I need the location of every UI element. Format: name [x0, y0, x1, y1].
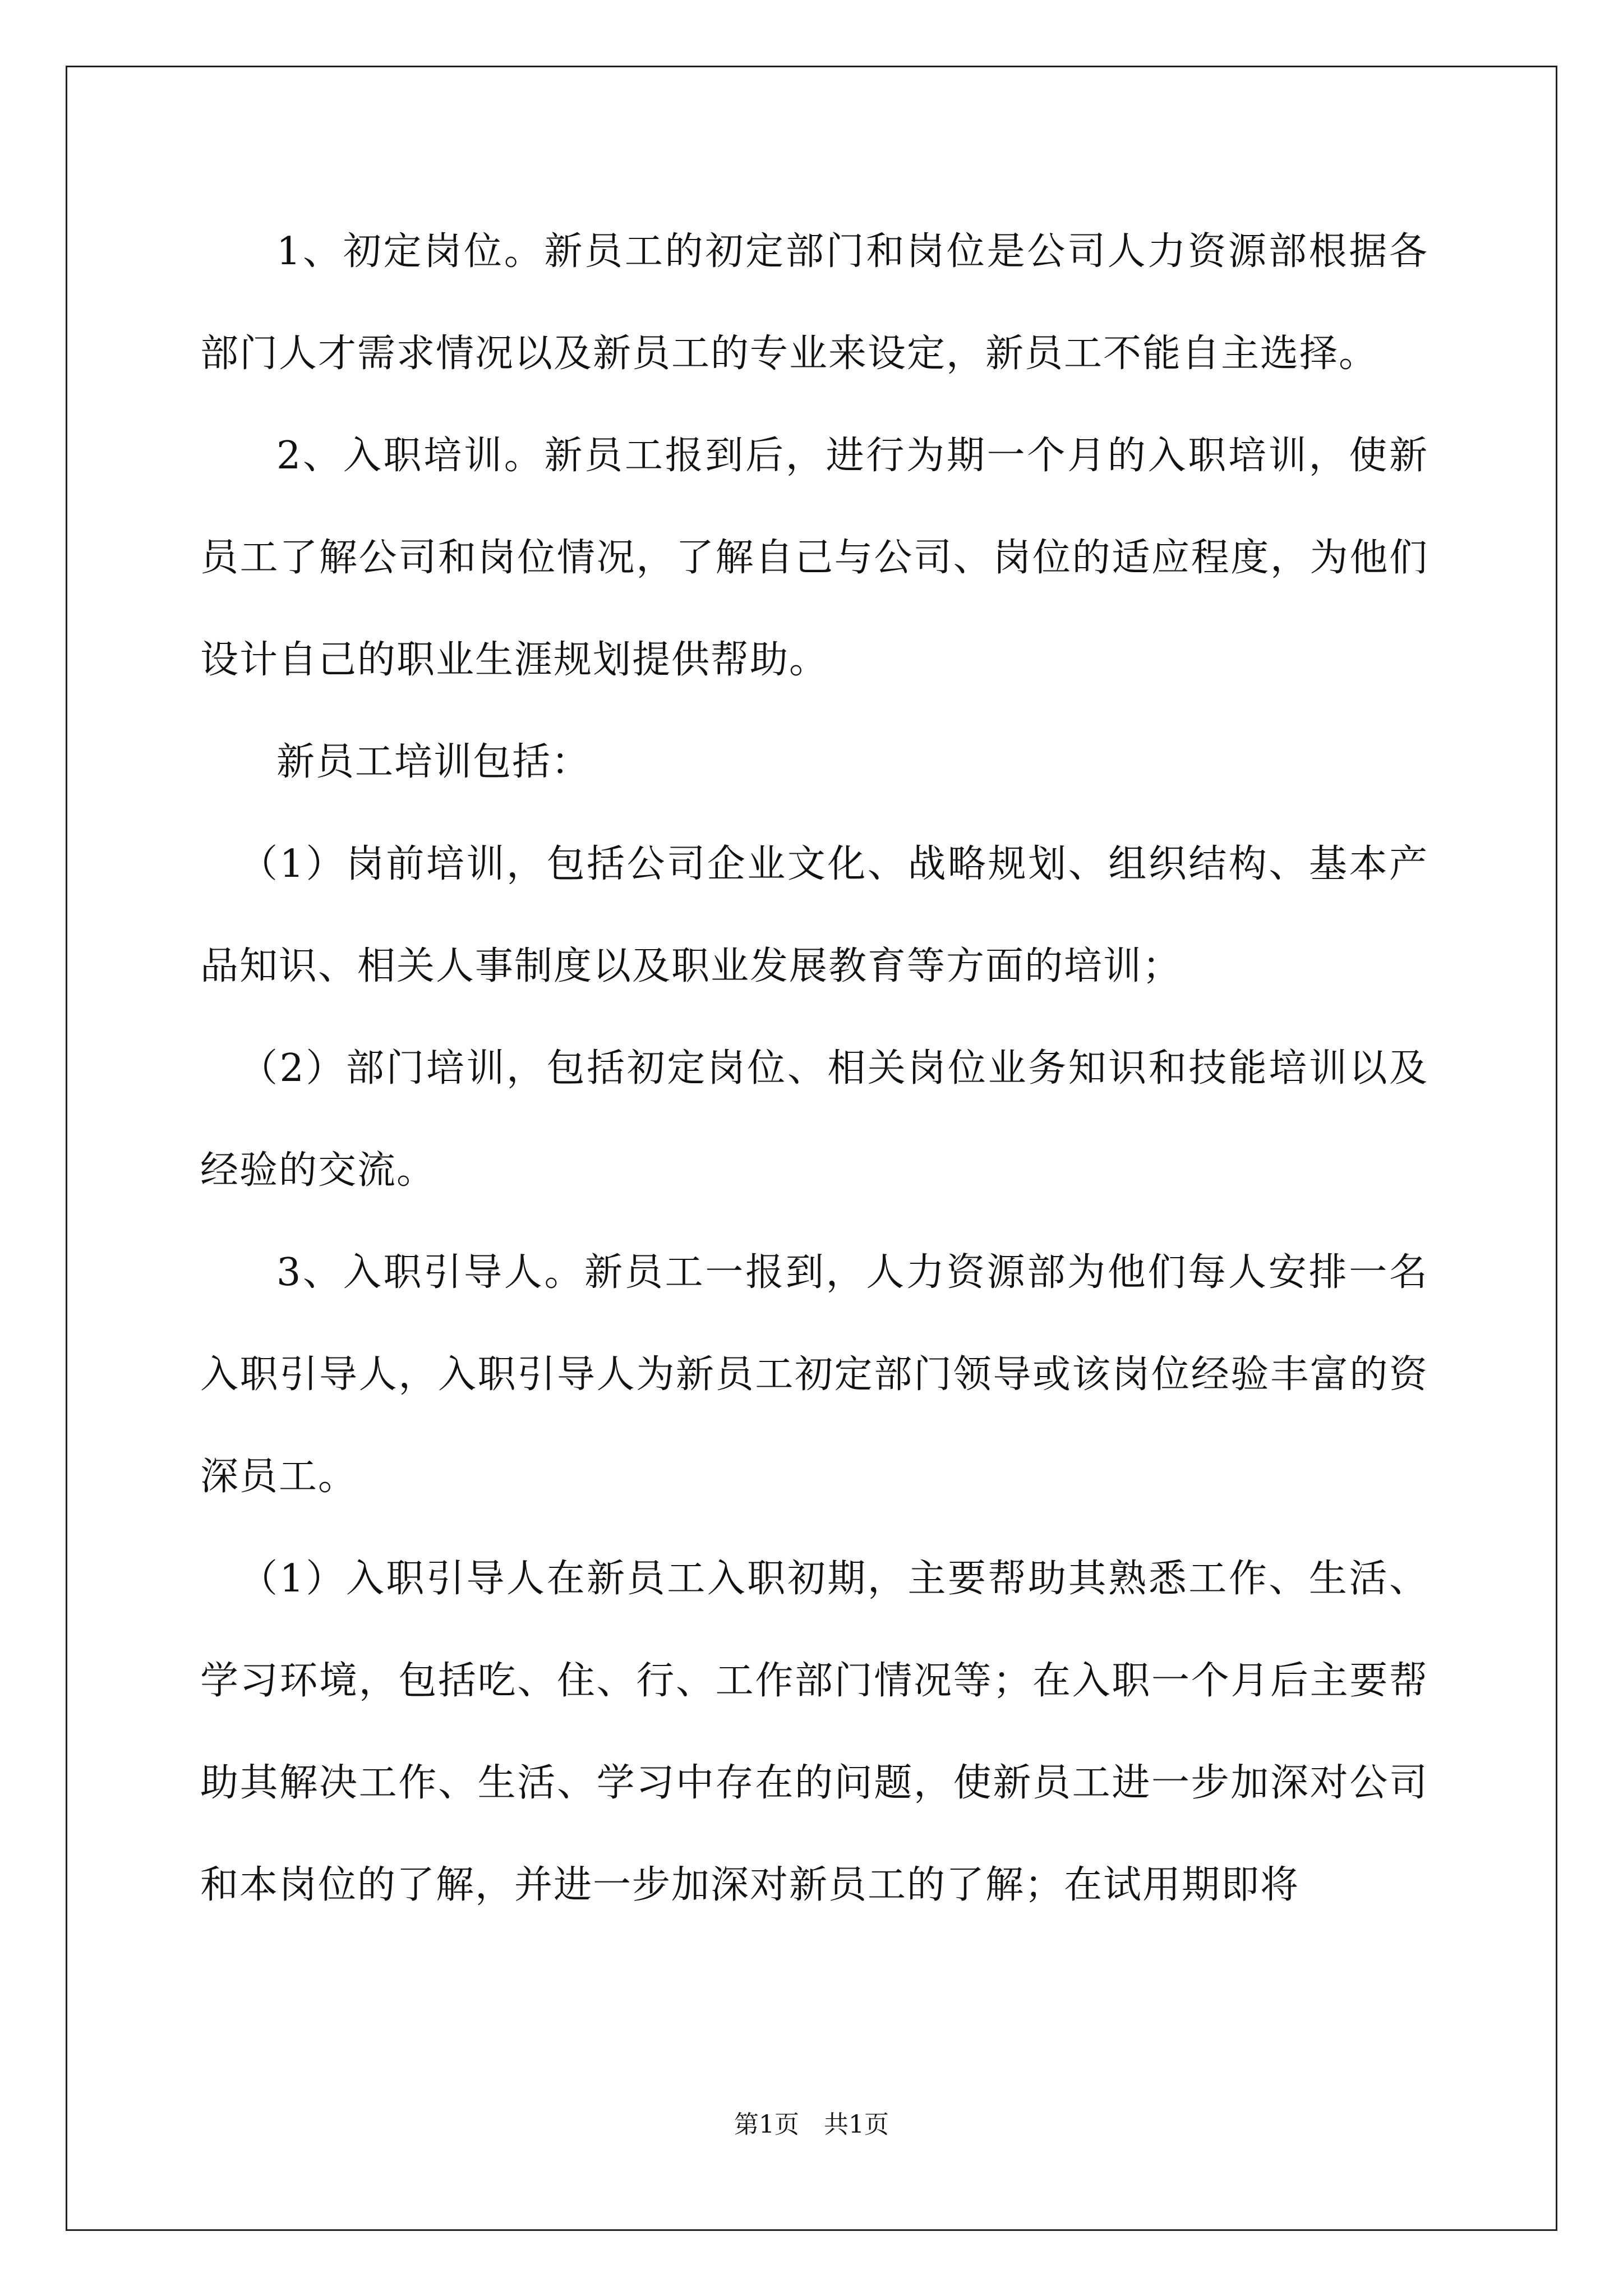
paragraph-onboarding-training: 2、入职培训。新员工报到后，进行为期一个月的入职培训，使新员工了解公司和岗位情况，了解自己与公司、岗位的适应程度，为他们设计自己的职业生涯规划提供帮助。 — [200, 434, 1428, 682]
paragraph-department-training: （2）部门培训，包括初定岗位、相关岗位业务知识和技能培训以及经验的交流。 — [200, 1046, 1428, 1193]
document-body — [200, 201, 1428, 1936]
paragraph-pre-job-training: （1）岗前培训，包括公司企业文化、战略规划、组织结构、基本产品知识、相关人事制度以及职业发展教育等方面的培训； — [200, 842, 1428, 988]
paragraph-initial-position: 1、初定岗位。新员工的初定部门和岗位是公司人力资源部根据各部门人才需求情况以及新员工的专业来设定，新员工不能自主选择。 — [200, 229, 1428, 376]
paragraph-onboarding-mentor: 3、入职引导人。新员工一报到，人力资源部为他们每人安排一名入职引导人，入职引导人为新员工初定部门领导或该岗位经验丰富的资深员工。 — [200, 1250, 1428, 1499]
paragraph-training-includes: 新员工培训包括： — [276, 740, 591, 784]
paragraph-mentor-duties: （1）入职引导人在新员工入职初期，主要帮助其熟悉工作、生活、学习环境，包括吃、住、行、工作部门情况等；在入职一个月后主要帮助其解决工作、生活、学习中存在的问题，使新员工进一步加深对公司和本岗位的了解，并进一步加深对新员工的了解；在试用期即将 — [200, 1557, 1428, 1907]
page-footer: 第1页 共1页 — [734, 2110, 889, 2139]
